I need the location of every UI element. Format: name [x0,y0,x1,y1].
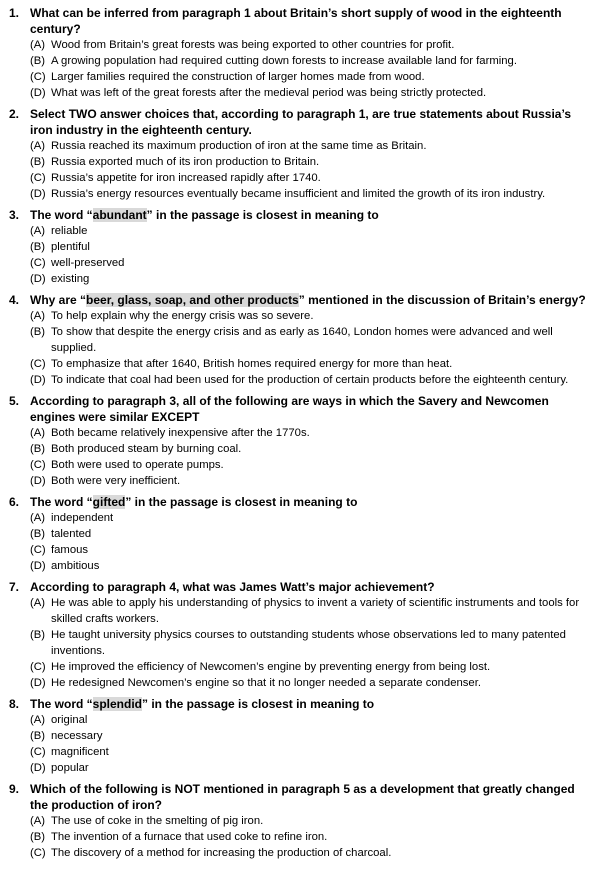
question-7 [9,579,595,691]
answer-option[interactable] [30,69,595,85]
option-text: The discovery of a method for increasing the production of charcoal. [51,847,392,859]
option-letter: (B) [30,730,46,742]
option-text: Both were very inefficient. [51,475,181,487]
question-text [30,393,595,425]
option-letter: (A) [30,597,46,609]
answer-option[interactable] [30,510,595,526]
option-letter: (C) [30,459,46,471]
answer-option[interactable] [30,627,595,659]
question-number: 1. [9,6,20,20]
question-text-segment: The word “ [30,208,93,222]
question-3 [9,207,595,287]
question-8 [9,696,595,776]
answer-option[interactable] [30,659,595,675]
option-text: Both produced steam by burning coal. [51,443,242,455]
option-letter: (C) [30,358,46,370]
option-letter: (D) [30,560,46,572]
question-text [30,494,595,510]
question-stem [9,207,595,223]
question-number: 9. [9,782,20,796]
option-text: Wood from Britain’s great forests was being exported to other countries for profit. [51,39,455,51]
question-2 [9,106,595,202]
answer-option[interactable] [30,324,595,356]
question-stem [9,393,595,425]
answer-option[interactable] [30,595,595,627]
question-text [30,579,595,595]
option-text: He was able to apply his understanding of physics to invent a variety of scientific instruments and tools for skilled crafts workers. [51,597,580,625]
highlighted-term: gifted [92,495,126,509]
question-text [30,696,595,712]
question-stem [9,292,595,308]
option-text: To emphasize that after 1640, British homes required energy for more than heat. [51,358,453,370]
option-letter: (C) [30,746,46,758]
question-text-segment: ” mentioned in the discussion of Britain’s energy? [298,293,586,307]
answer-option[interactable] [30,675,595,691]
question-text [30,781,595,813]
answer-option[interactable] [30,372,595,388]
question-number: 3. [9,208,20,222]
option-letter: (D) [30,374,46,386]
option-letter: (A) [30,310,46,322]
option-text: What was left of the great forests after the medieval period was being strictly protected. [51,87,487,99]
option-text: The invention of a furnace that used coke to refine iron. [51,831,328,843]
question-stem [9,106,595,138]
answer-option[interactable] [30,255,595,271]
highlighted-term: beer, glass, soap, and other products [86,293,299,307]
question-6 [9,494,595,574]
option-text: original [51,714,88,726]
question-text-segment: ” in the passage is closest in meaning to [125,495,358,509]
question-text-segment: Select TWO answer choices that, according to paragraph 1, are true statements about Russia’s iron industry in the eighteenth century. [30,107,572,137]
question-5 [9,393,595,489]
answer-option[interactable] [30,712,595,728]
option-text: Russia’s energy resources eventually became insufficient and limited the growth of its iron industry. [51,188,546,200]
question-text-segment: According to paragraph 3, all of the following are ways in which the Savery and Newcomen engines were similar EXCEPT [30,394,549,424]
question-4 [9,292,595,388]
option-text: He redesigned Newcomen’s engine so that it no longer needed a separate condenser. [51,677,481,689]
option-text: plentiful [51,241,90,253]
option-letter: (B) [30,831,46,843]
question-text-segment: ” in the passage is closest in meaning to [146,208,379,222]
option-letter: (C) [30,847,46,859]
highlighted-term: abundant [92,208,147,222]
option-text: To help explain why the energy crisis was so severe. [51,310,314,322]
option-text: ambitious [51,560,100,572]
question-number: 7. [9,580,20,594]
option-text: popular [51,762,89,774]
question-text [30,5,595,37]
question-text-segment: What can be inferred from paragraph 1 about Britain’s short supply of wood in the eighteenth century? [30,6,562,36]
answer-option[interactable] [30,542,595,558]
answer-option[interactable] [30,425,595,441]
answer-option[interactable] [30,760,595,776]
question-text-segment: The word “ [30,697,93,711]
option-text: talented [51,528,92,540]
option-letter: (A) [30,815,46,827]
option-text: independent [51,512,114,524]
question-text-segment: According to paragraph 4, what was James Watt’s major achievement? [30,580,435,594]
answer-option[interactable] [30,186,595,202]
option-letter: (C) [30,172,46,184]
option-letter: (B) [30,326,46,338]
option-text: magnificent [51,746,109,758]
question-text-segment: Why are “ [30,293,87,307]
answer-option[interactable] [30,728,595,744]
answer-option[interactable] [30,37,595,53]
question-text [30,106,595,138]
option-letter: (D) [30,87,46,99]
option-text: Russia reached its maximum production of iron at the same time as Britain. [51,140,427,152]
question-number: 5. [9,394,20,408]
question-stem [9,696,595,712]
option-letter: (D) [30,677,46,689]
question-stem [9,579,595,595]
option-letter: (A) [30,140,46,152]
question-stem [9,781,595,813]
answer-option[interactable] [30,473,595,489]
question-text [30,292,595,308]
option-letter: (A) [30,225,46,237]
option-text: He improved the efficiency of Newcomen’s engine by preventing energy from being lost. [51,661,491,673]
answer-option[interactable] [30,829,595,845]
option-letter: (C) [30,661,46,673]
answer-option[interactable] [30,170,595,186]
question-1 [9,5,595,101]
answer-option[interactable] [30,53,595,69]
question-list [9,5,595,866]
question-9 [9,781,595,861]
answer-option[interactable] [30,526,595,542]
answer-option[interactable] [30,138,595,154]
answer-option[interactable] [30,813,595,829]
option-text: Larger families required the construction of larger homes made from wood. [51,71,425,83]
question-number: 2. [9,107,20,121]
option-text: A growing population had required cutting down forests to increase available land for farming. [51,55,517,67]
option-text: necessary [51,730,103,742]
option-text: He taught university physics courses to outstanding students whose observations led to many patented inventions. [51,629,566,657]
option-text: Russia’s appetite for iron increased rapidly after 1740. [51,172,321,184]
answer-option[interactable] [30,744,595,760]
option-letter: (B) [30,241,46,253]
option-letter: (A) [30,427,46,439]
question-text-segment: Which of the following is NOT mentioned in paragraph 5 as a development that greatly changed the production of iron? [30,782,575,812]
option-text: reliable [51,225,88,237]
option-text: existing [51,273,90,285]
option-letter: (A) [30,512,46,524]
question-stem [9,5,595,37]
answer-option[interactable] [30,356,595,372]
answer-option[interactable] [30,239,595,255]
answer-option[interactable] [30,85,595,101]
option-letter: (C) [30,71,46,83]
option-letter: (D) [30,762,46,774]
question-stem [9,494,595,510]
option-letter: (B) [30,629,46,641]
option-letter: (B) [30,443,46,455]
option-text: The use of coke in the smelting of pig iron. [51,815,264,827]
option-text: To indicate that coal had been used for the production of certain products before the eighteenth century. [51,374,569,386]
option-letter: (D) [30,475,46,487]
question-number: 4. [9,293,20,307]
answer-option[interactable] [30,558,595,574]
answer-option[interactable] [30,223,595,239]
answer-option[interactable] [30,154,595,170]
answer-option[interactable] [30,271,595,287]
option-letter: (B) [30,156,46,168]
answer-option[interactable] [30,308,595,324]
option-text: To show that despite the energy crisis and as early as 1640, London homes were advanced and well supplied. [51,326,553,354]
question-text-segment: The word “ [30,495,93,509]
highlighted-term: splendid [92,697,143,711]
answer-option[interactable] [30,457,595,473]
option-text: famous [51,544,89,556]
answer-option[interactable] [30,845,595,861]
question-number: 6. [9,495,20,509]
option-letter: (B) [30,528,46,540]
option-text: well-preserved [51,257,125,269]
option-text: Both were used to operate pumps. [51,459,224,471]
question-text-segment: ” in the passage is closest in meaning to [142,697,375,711]
option-letter: (C) [30,257,46,269]
answer-option[interactable] [30,441,595,457]
option-letter: (B) [30,55,46,67]
option-letter: (A) [30,714,46,726]
option-letter: (C) [30,544,46,556]
option-letter: (D) [30,273,46,285]
question-text [30,207,595,223]
question-number: 8. [9,697,20,711]
option-letter: (D) [30,188,46,200]
option-text: Both became relatively inexpensive after the 1770s. [51,427,310,439]
option-text: Russia exported much of its iron production to Britain. [51,156,320,168]
option-letter: (A) [30,39,46,51]
